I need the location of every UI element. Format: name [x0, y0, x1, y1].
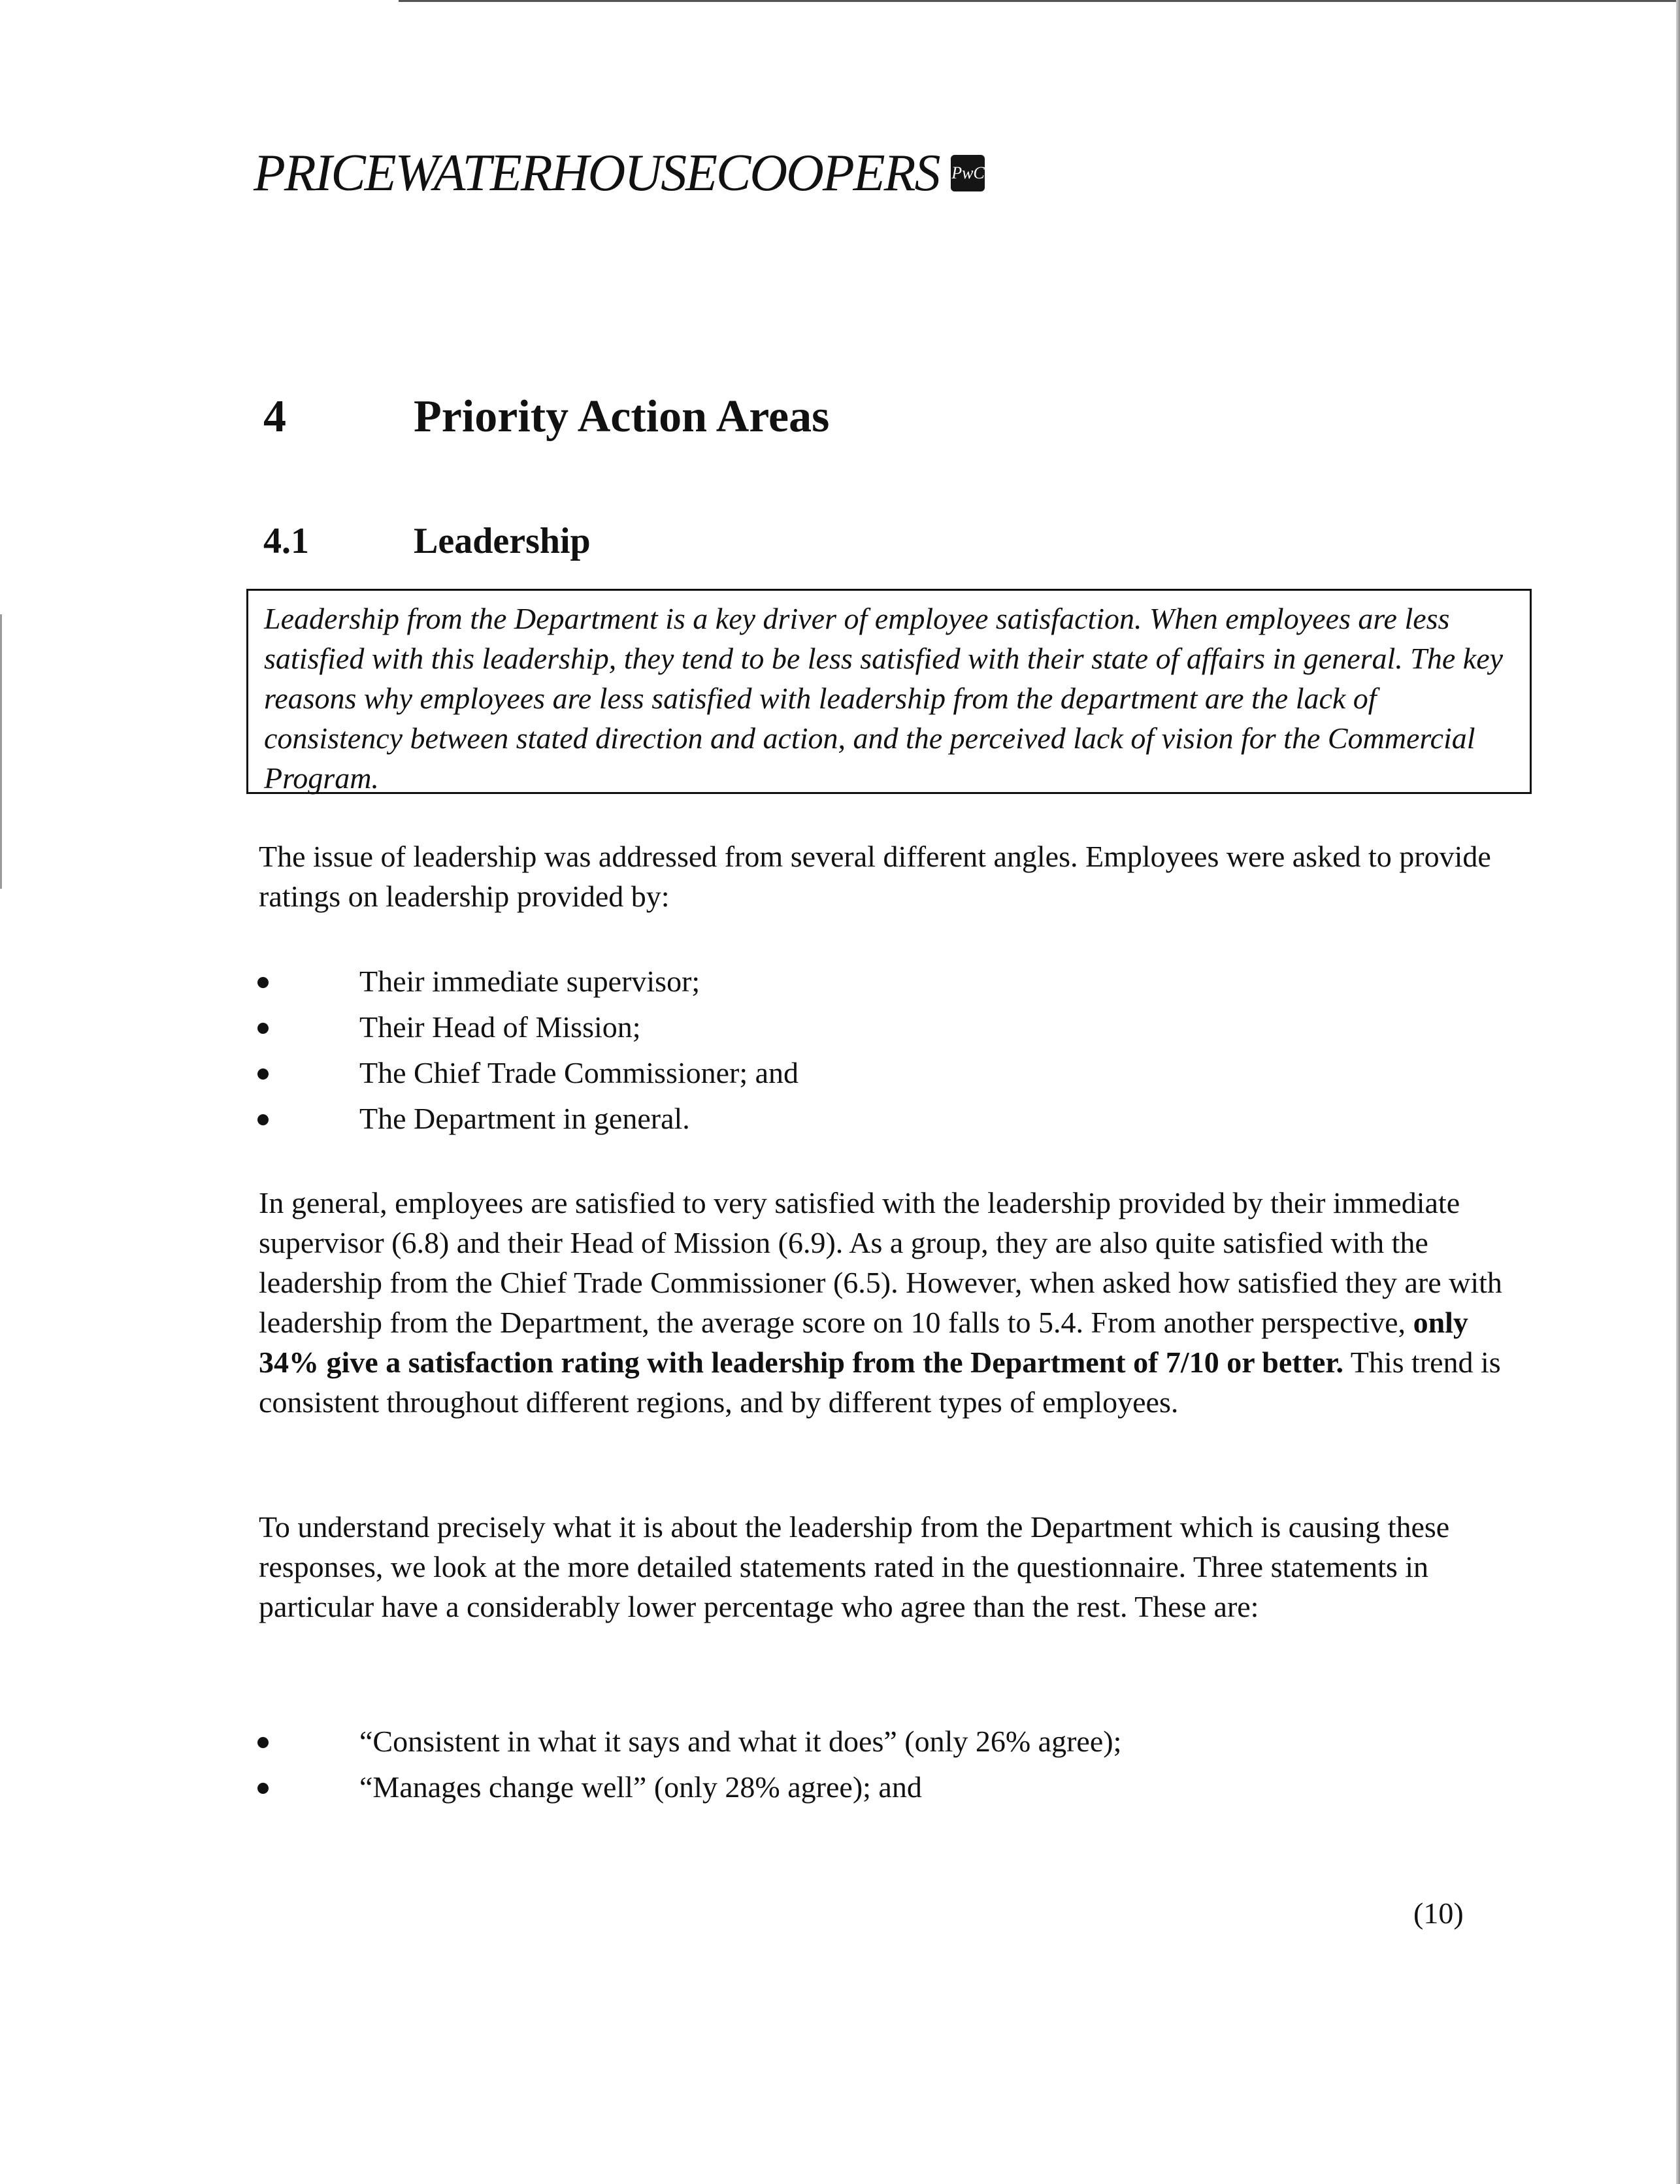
- bullet-icon: [257, 977, 269, 988]
- findings-text-end: This trend is consistent throughout different regions, and by different types of employees.: [259, 1346, 1501, 1419]
- subsection-number: 4.1: [263, 521, 309, 561]
- bullet-icon: [257, 1023, 269, 1034]
- bullet-icon: [257, 1737, 269, 1748]
- logo-seal-icon: PwC: [951, 155, 985, 191]
- statements-list: [255, 1719, 1121, 1810]
- summary-box: [246, 589, 1532, 794]
- page-number: (10): [1413, 1896, 1464, 1930]
- analysis-paragraph: To understand precisely what it is about the leadership from the Department which is causing these responses, we look at the more detailed statements rated in the questionnaire. Three statements in particular have a considerably lower percentage who agree than the rest. These are:: [259, 1510, 1450, 1623]
- subsection-title: Leadership: [414, 521, 591, 561]
- list-item: Their Head of Mission;: [255, 1004, 799, 1050]
- scan-edge-left: [0, 614, 2, 889]
- intro-paragraph: The issue of leadership was addressed from several different angles. Employees were asked to provide ratings on leadership provided by:: [259, 840, 1491, 913]
- logo-wordmark: PRICEWATERHOUSECOOPERS: [254, 144, 940, 202]
- bullet-icon: [257, 1114, 269, 1125]
- list-item: The Chief Trade Commissioner; and: [255, 1050, 799, 1096]
- scan-edge-right: [1676, 0, 1680, 2184]
- summary-text: Leadership from the Department is a key driver of employee satisfaction. When employees are less satisfied with this leadership, they tend to be less satisfied with their state of affairs in general. The key reasons why employees are less satisfied with leadership from the department are the lack of consistency between stated direction and action, and the perceived lack of vision for the Commercial Program.: [264, 602, 1504, 795]
- list-item: “Manages change well” (only 28% agree); and: [255, 1764, 1121, 1810]
- bullet-icon: [257, 1068, 269, 1080]
- company-logo: [254, 101, 985, 202]
- findings-text-start: In general, employees are satisfied to very satisfied with the leadership provided by their immediate supervisor (6.8) and their Head of Mission (6.9). As a group, they are also quite satisfied with the leadership from the Chief Trade Commissioner (6.5). However, when asked how satisfied they are with leadership from the Department, the average score on 10 falls to 5.4. From another perspective,: [259, 1186, 1502, 1339]
- list-item: The Department in general.: [255, 1096, 799, 1142]
- leadership-sources-list: [255, 959, 799, 1142]
- bullet-icon: [257, 1783, 269, 1794]
- section-number: 4: [263, 391, 286, 442]
- list-item: Their immediate supervisor;: [255, 959, 799, 1004]
- findings-paragraph: [259, 1183, 1520, 1422]
- findings-highlight: only 34% give a satisfaction rating with leadership from the Department of 7/10 or better.: [259, 1306, 1468, 1379]
- scan-edge-top: [399, 0, 1680, 2]
- section-title: Priority Action Areas: [414, 391, 830, 442]
- list-item: “Consistent in what it says and what it does” (only 26% agree);: [255, 1719, 1121, 1764]
